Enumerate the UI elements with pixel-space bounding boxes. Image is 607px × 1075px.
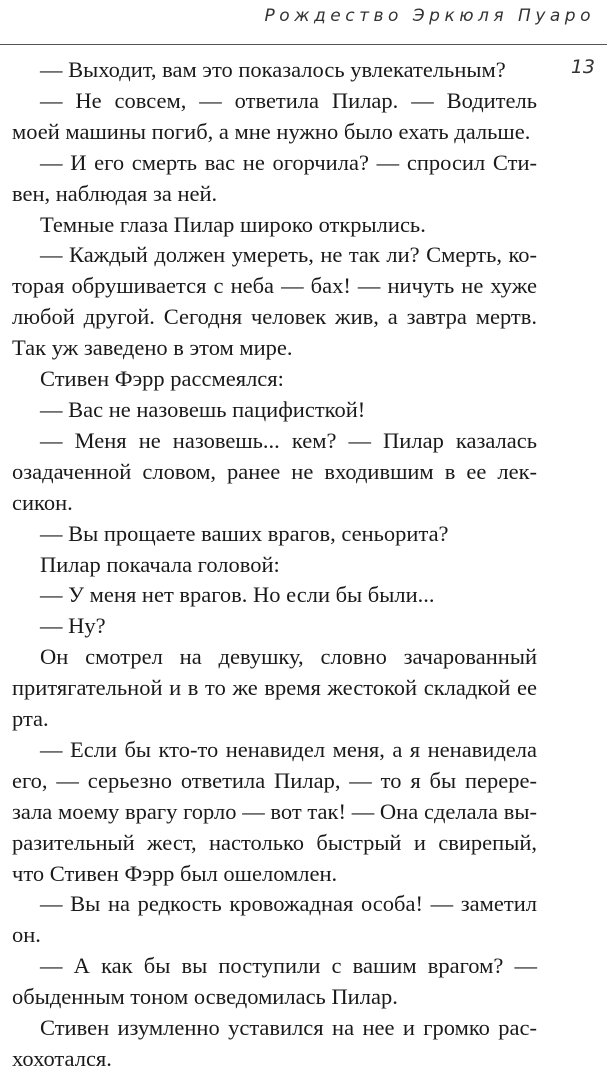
header-rule — [0, 44, 607, 45]
paragraph: Пилар покачала головой: — [40, 551, 280, 577]
paragraph: Он смотрел на девушку, словно зачарованный притягательной и в то же время жестокой складкой ее рта. — [12, 644, 537, 732]
paragraph: — У меня нет врагов. Но если бы были... — [40, 582, 435, 608]
paragraph: — И его смерть вас не огорчила? — спросил Стивен, наблюдая за ней. — [12, 149, 537, 206]
paragraph: — Если бы кто-то ненавидел меня, а я ненавидела его, — серьезно ответила Пилар, — то я бы перерезала моему врагу горло — вот так! — Она сделала выразительный жест, настолько быстрый и свирепый, что Стивен Фэрр был ошеломлен. — [12, 736, 537, 886]
paragraph: Темные глаза Пилар широко открылись. — [40, 211, 426, 237]
paragraph: Стивен изумленно уставился на нее и громко расхохотался. — [12, 1015, 537, 1071]
paragraph: — Меня не назовешь... кем? — Пилар казалась озадаченной словом, ранее не входившим в ее лексикон. — [12, 427, 537, 515]
paragraph: — Каждый должен умереть, не так ли? Смерть, которая обрушивается с неба — бах! — ничуть не хуже любой другой. Сегодня человек жив, а завтра мертв. Так уж заведено в этом мире. — [12, 242, 537, 361]
paragraph: Стивен Фэрр рассмеялся: — [40, 366, 284, 392]
paragraph: — Ну? — [40, 613, 106, 639]
paragraph: — Не совсем, — ответила Пилар. — Водитель моей машины погиб, а мне нужно было ехать дальше. — [12, 87, 537, 144]
paragraph: — Выходит, вам это показалось увлекательным? — [40, 57, 506, 82]
paragraph: — Вы на редкость кровожадная особа! — заметил он. — [12, 891, 537, 948]
running-title: Рождество Эркюля Пуаро — [264, 6, 595, 26]
book-text — [12, 55, 537, 1075]
page-number: 13 — [570, 56, 595, 78]
paragraph: — Вы прощаете ваших врагов, сеньорита? — [40, 520, 449, 546]
paragraph: — Вас не назовешь пацифисткой! — [40, 396, 366, 422]
paragraph: — А как бы вы поступили с вашим врагом? — обыденным тоном осведомилась Пилар. — [12, 953, 537, 1010]
